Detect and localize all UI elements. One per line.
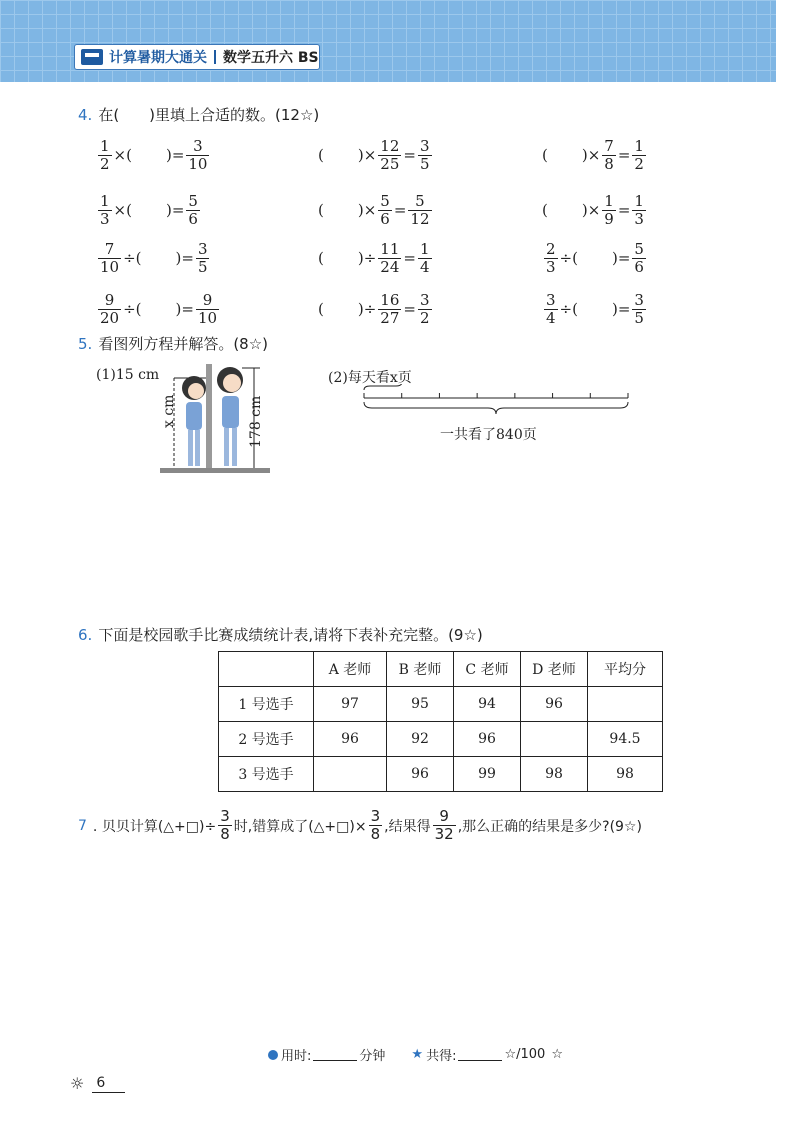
q6-title-text: 下面是校园歌手比赛成绩统计表,请将下表补充完整。(9☆)	[98, 626, 483, 644]
fraction: $\frac{3}{4}$	[546, 290, 556, 327]
q7-text-2: 时,错算成了(△+□)×	[233, 818, 367, 835]
table-cell[interactable]	[521, 722, 588, 757]
score-blank[interactable]	[458, 1048, 502, 1061]
q6-title	[78, 624, 483, 645]
fraction: $\frac{1}{3}$	[100, 191, 110, 228]
q4-title-text: 在( )里填上合适的数。(12☆)	[98, 106, 320, 124]
fraction: $\frac{9}{20}$	[100, 290, 120, 327]
table-header-cell: D 老师	[521, 652, 588, 687]
page-number: 6	[92, 1075, 125, 1093]
q4-number: 4.	[78, 106, 93, 124]
fig2-number: (2)	[328, 370, 348, 386]
q7-text-3: ,结果得	[384, 818, 431, 835]
fraction: $\frac{5}{12}$	[410, 191, 430, 228]
q4-expression: $\frac{2}{3}$ ÷( )= $\frac{5}{6}$	[546, 239, 644, 276]
q5-number: 5.	[78, 335, 93, 353]
clock-icon	[268, 1050, 278, 1060]
footer-star: ☆	[551, 1047, 563, 1062]
q4-row	[96, 233, 696, 283]
q7-text-4: ,那么正确的结果是多少?(9☆)	[457, 818, 642, 835]
q4-expression: ( )÷ $\frac{11}{24}$ = $\frac{1}{4}$	[318, 239, 430, 276]
fig2-segment-diagram	[360, 384, 635, 424]
table-cell: 96	[521, 687, 588, 722]
table-header-row	[219, 652, 663, 687]
fig1-right-height: 178 cm	[248, 395, 264, 448]
footer-bar	[268, 1045, 563, 1064]
table-cell: 94	[454, 687, 521, 722]
table-row	[219, 722, 663, 757]
table-cell: 98	[588, 757, 663, 792]
table-cell: 97	[314, 687, 387, 722]
q7-fraction-1: $\frac{3}{8}$	[220, 807, 230, 843]
subject-label: 数学五升六 BS	[223, 50, 319, 66]
fraction: $\frac{9}{10}$	[197, 290, 218, 327]
score-table	[218, 651, 663, 792]
score-label: 共得:	[426, 1049, 457, 1064]
fraction: $\frac{3}{5}$	[634, 290, 644, 327]
q7-number: 7	[78, 817, 87, 834]
measure-pole	[206, 364, 212, 468]
star-icon: ★	[411, 1047, 424, 1062]
table-header-cell	[219, 652, 314, 687]
time-blank[interactable]	[313, 1048, 357, 1061]
header-title-box	[74, 44, 320, 70]
q5-title	[78, 333, 268, 354]
table-cell[interactable]	[588, 687, 663, 722]
q5-title-text: 看图列方程并解答。(8☆)	[98, 335, 269, 353]
table-cell: 2 号选手	[219, 722, 314, 757]
fig1-left-height: x cm	[161, 394, 177, 428]
q7-question	[78, 808, 642, 843]
q4-expression: ( )÷ $\frac{16}{27}$ = $\frac{3}{2}$	[318, 290, 430, 327]
q4-title	[78, 104, 319, 125]
fraction: $\frac{1}{3}$	[634, 191, 644, 228]
q4-expression: $\frac{1}{3}$ ×( )= $\frac{5}{6}$	[100, 191, 198, 228]
q7-fraction-3: $\frac{9}{32}$	[434, 807, 454, 843]
fraction: $\frac{1}{9}$	[604, 191, 614, 228]
fraction: $\frac{11}{24}$	[380, 239, 400, 276]
fraction: $\frac{5}{6}$	[188, 191, 198, 228]
q7-text-1: . 贝贝计算(△+□)÷	[92, 818, 217, 835]
table-row	[219, 757, 663, 792]
table-cell[interactable]	[314, 757, 387, 792]
fraction: $\frac{5}{6}$	[634, 239, 644, 276]
q4-row	[96, 130, 696, 180]
table-header-cell: 平均分	[588, 652, 663, 687]
q7-fraction-2: $\frac{3}{8}$	[370, 807, 381, 843]
fraction: $\frac{16}{27}$	[380, 290, 400, 327]
table-cell: 96	[454, 722, 521, 757]
table-cell: 3 号选手	[219, 757, 314, 792]
score-total: ☆/100	[504, 1047, 546, 1062]
tall-child-figure	[217, 367, 243, 466]
q4-expression: ( )× $\frac{7}{8}$ = $\frac{1}{2}$	[542, 136, 644, 173]
table-cell: 98	[521, 757, 588, 792]
table-cell: 95	[387, 687, 454, 722]
header-divider	[214, 50, 216, 64]
book-title: 计算暑期大通关	[109, 50, 207, 66]
q4-expression: $\frac{1}{2}$ ×( )= $\frac{3}{10}$	[100, 136, 208, 173]
q4-row	[96, 284, 696, 334]
table-cell: 96	[387, 757, 454, 792]
fig2-total: 一共看了840页	[440, 427, 537, 443]
q4-expression: ( )× $\frac{12}{25}$ = $\frac{3}{5}$	[318, 136, 430, 173]
q4-expression: ( )× $\frac{5}{6}$ = $\frac{5}{12}$	[318, 191, 430, 228]
table-cell: 99	[454, 757, 521, 792]
table-cell: 1 号选手	[219, 687, 314, 722]
fraction: $\frac{5}{6}$	[380, 191, 390, 228]
floor-platform	[160, 468, 270, 473]
fraction: $\frac{1}{2}$	[634, 136, 644, 173]
time-unit: 分钟	[359, 1049, 386, 1064]
short-child-figure	[182, 376, 206, 466]
table-cell: 96	[314, 722, 387, 757]
sun-icon: ☼	[70, 1074, 85, 1093]
fraction: $\frac{3}{5}$	[419, 136, 430, 173]
table-header-cell: C 老师	[454, 652, 521, 687]
fraction: $\frac{1}{4}$	[419, 239, 430, 276]
q6-number: 6.	[78, 626, 93, 644]
q4-expression: $\frac{3}{4}$ ÷( )= $\frac{3}{5}$	[546, 290, 644, 327]
fig1-label: (1)15 cm	[96, 367, 160, 383]
table-header-cell: A 老师	[314, 652, 387, 687]
time-label: 用时:	[281, 1049, 312, 1064]
fraction: $\frac{1}{2}$	[100, 136, 110, 173]
table-header-cell: B 老师	[387, 652, 454, 687]
q4-expression: $\frac{9}{20}$ ÷( )= $\frac{9}{10}$	[100, 290, 218, 327]
table-cell: 94.5	[588, 722, 663, 757]
q4-row	[96, 185, 696, 235]
fraction: $\frac{3}{10}$	[188, 136, 208, 173]
fig2-per-day: 每天看x页	[347, 370, 412, 386]
fraction: $\frac{3}{2}$	[419, 290, 430, 327]
fraction: $\frac{12}{25}$	[380, 136, 400, 173]
fraction: $\frac{7}{8}$	[604, 136, 614, 173]
fraction: $\frac{2}{3}$	[546, 239, 556, 276]
table-cell: 92	[387, 722, 454, 757]
q4-expression: ( )× $\frac{1}{9}$ = $\frac{1}{3}$	[542, 191, 644, 228]
page-number-block	[70, 1074, 125, 1093]
fraction: $\frac{7}{10}$	[100, 239, 120, 276]
fraction: $\frac{3}{5}$	[197, 239, 208, 276]
table-row	[219, 687, 663, 722]
book-icon	[81, 49, 103, 65]
q4-expression: $\frac{7}{10}$ ÷( )= $\frac{3}{5}$	[100, 239, 208, 276]
